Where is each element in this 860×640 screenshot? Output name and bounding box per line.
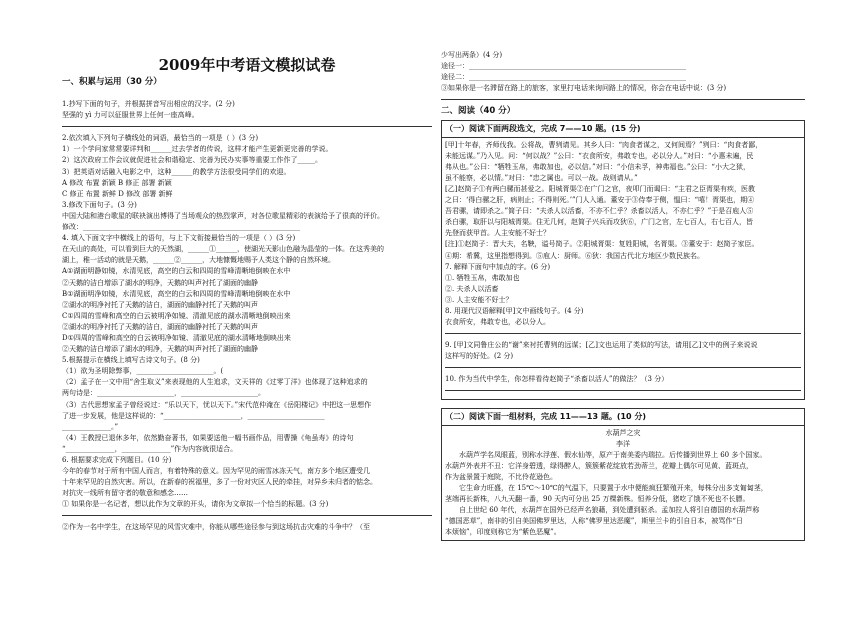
- text-line: 途径二：______________________________________________________________: [441, 73, 686, 82]
- text-line: B①湖面明净如镜，水清见底，高空的白云和四周的雪峰清晰地倒映在水中: [62, 289, 291, 298]
- text-line: 它生命力旺盛，在 15℃～10℃的气温下，只要置于水中便能疯狂繁殖开来，每株分出多支匍匐茎，: [459, 484, 768, 492]
- text-line: 这样写的好处。(2 分): [445, 352, 514, 361]
- text-line: 7. 解释下面句中加点的字。(6 分): [445, 262, 551, 271]
- text-line: ②天鹅的洁白增添了湖水的明净，天鹅的叫声衬托了湖面的幽静: [62, 345, 258, 354]
- text-line: 十年来罕见的自然灾害。所以，在新春的祝福里，多了一份对灾区人民的牵挂，对异乡未归者的惦念。: [62, 478, 377, 487]
- text-line: 水葫芦之灾: [605, 428, 641, 437]
- text-line: 之曰：‘得白骡之肝，病则止；不得则死。’”门人入通。董安于③侍奉于侧，愠曰：“嘻！胥渠也，期④: [445, 196, 755, 205]
- text-line: [乙]赵简子①有两白骡而甚爱之。阳城胥渠②在广门之官，夜叩门而谒曰：“主君之臣胥渠有疾，医教: [445, 184, 756, 193]
- section-heading: 二、阅读（40 分）: [441, 106, 516, 117]
- text-line: 茎端再长新株，八九天翻一番，90 天内可分出 25 万棵新株。恒养分低，猪吃了饿不死也不长膘。: [445, 495, 750, 504]
- answer-line: [62, 126, 432, 127]
- text-line: （1）欲为圣明除弊事，______________________。(: [62, 367, 224, 376]
- text-line: 对抗灾一线所有留守者的敬意和感念……: [62, 489, 188, 498]
- text-line: ① 如果你是一名记者，想以此作为文章的开头，请你为文章拟一个恰当的标题。(3 分): [62, 500, 329, 509]
- text-line: 了进一步发展，他是这样说的：“______________________，______________________: [62, 411, 325, 420]
- text-line: 4. 填入下面文字中横线上的语句，与上下文衔接最恰当的一项是（ ）(3 分): [62, 234, 296, 243]
- text-line: 吾君骡，请即杀之。”简子曰：“夫杀人以活畜，不亦不仁乎？杀畜以活人，不亦仁乎？”于是召庖人⑤: [445, 207, 754, 216]
- text-line: ②湖水的明净衬托了天鹅的洁白，湖面的幽静衬托了天鹅的叫声: [62, 322, 258, 331]
- text-line: 本烦恼”，印度则称它为“紫色恶魔”。: [445, 528, 561, 537]
- page-title: 2009年中考语文模拟试卷: [158, 56, 336, 74]
- section-body: [442, 426, 804, 541]
- text-line: 坚强的 yì 力可以征服世界上任何一座高峰。: [62, 111, 199, 120]
- text-line: ④期：希冀，这里指想得到。⑤庖人：厨师。⑥狄：我国古代北方地区少数民族名。: [445, 251, 704, 260]
- text-line: 作为盆景置于庭院，不比伶花逊色。: [445, 472, 557, 481]
- text-line: ③. 人主安能不好士？: [445, 295, 513, 304]
- text-line: 2）这次政府工作会议就促进社会和谐稳定、完善为民办实事等重要工作作了_____。: [62, 156, 322, 165]
- text-line: 未能远谋。”乃入见。问：“何以战？”公曰：“衣食所安，弗敢专也，必以分人。”对曰：“小惠未遍，民: [445, 151, 754, 160]
- text-line: 水葫芦学名凤眼蓝，别称水浮莲、假水仙等，原产于南美委内瑞拉。后传播到世界上 60 多个国家。: [459, 450, 767, 459]
- spacer: [62, 91, 432, 99]
- text-line: A①湖面明静如镜，水清见底，高空的白云和四周的雪峰清晰地倒映在水中: [62, 267, 291, 276]
- text-line: 在天山的高处，可以看到巨大的天然湖，______①______，使湖光天影山色融为晶莹的一体。在这秀美的: [62, 245, 384, 254]
- text-line: 2.依次填入下列句子横线处的词语，最恰当的一项是（ ）(3 分): [62, 134, 259, 143]
- text-line: 水葫芦外表并不丑：它洋身碧透，绿得醉人，簇簇紫花绽放若劲蒂兰，花瓣上偶尔可见黄、蓝斑点，: [445, 461, 753, 470]
- text-line: 湖上，稚一活动的就是天鹅，______②______，大地慷慨地赐予人类这个静的自然环境。: [62, 256, 335, 265]
- text-line: 两句诗是：______________________，______________________。: [62, 389, 265, 398]
- right-column: [441, 50, 805, 541]
- answer-line: [445, 333, 801, 334]
- text-line: 途径一：______________________________________________________________: [441, 62, 686, 71]
- answer-line: [445, 390, 801, 391]
- text-line: “______________，______________”作为内容就很适合。: [62, 444, 238, 453]
- section-heading: （二）阅读下面一组材料，完成 11——13 题。(10 分): [442, 409, 804, 425]
- text-line: （2）孟子在一文中用“舍生取义”来表现他的人生追求，文天祥的《过零丁洋》也体现了这种追求的: [62, 378, 368, 387]
- text-line: C 修正 布置 新鲜 D 修改 部署 新鲜: [62, 189, 173, 198]
- text-line: 8. 用现代汉语解释[甲]文中画线句子。(4 分): [445, 306, 584, 315]
- text-line: 先登而获甲首。人主安能不好士？: [445, 229, 550, 238]
- answer-line: [441, 99, 805, 100]
- text-line: 杀白骡，取肝以与阳城胥渠。住无几何，赵简子兴兵而攻狄⑥，广门之官，左七百人，右七百人，皆: [445, 218, 753, 227]
- text-line: 10. 作为当代中学生，你怎样看待赵简子“杀畜以活人”的做法？（3 分）: [445, 375, 669, 384]
- text-line: 1）一个学问家常常要详判和______过去学者的传说，这样才能产生更新更完善的学说。: [62, 145, 333, 154]
- text-line: 6. 根据要求完成下列题目。(10 分): [62, 456, 172, 464]
- text-line: 中国大陆和港台歌星的联袂演出博得了当场观众的热烈掌声，对各位歌星精彩的表演给予了很高的评价。: [62, 211, 384, 220]
- answer-line: [62, 515, 432, 516]
- text-line: ②天鹅的洁白增添了湖水的明净，天鹅的叫声衬托了湖面的幽静: [62, 278, 258, 287]
- text-line: C①四周的雪峰和高空的白云被明净如镜、清澈见底的湖水清晰地倒映出来: [62, 311, 291, 320]
- text-line: A 修改 布置 新颖 B 修正 部署 新颖: [62, 178, 172, 187]
- spacer: [441, 400, 805, 408]
- text-line: 5.根据提示在横线上填写古诗文句子。(8 分): [62, 356, 200, 365]
- section-heading: （一）阅读下面两段选文，完成 7——10 题。(15 分): [442, 121, 804, 137]
- answer-line: [445, 367, 801, 368]
- text-line: 衣食所安，弗敢专也，必以分人。: [445, 318, 550, 327]
- text-line: ②作为一名中学生，在这场罕见的风雪灾难中，你能从哪些途径参与到这场抗击灾难的斗争中？（至: [62, 523, 370, 532]
- section-heading: 一、积累与运用（30 分）: [62, 77, 162, 87]
- reading-section-box: [441, 408, 805, 541]
- text-line: ①. 牺牲玉帛，弗敢加也: [445, 273, 520, 282]
- reading-section-box: [441, 120, 805, 400]
- text-line: ______________。”: [62, 422, 119, 431]
- text-line: [甲]十年春，齐师伐我。公将战，曹刿请见。其乡人曰：“肉食者谋之，又何间焉？”刿曰：“肉食者鄙，: [445, 140, 763, 149]
- text-line: （3）古代思想家孟子曾经说过：“乐以天下，忧以天下。”宋代范仲淹在《岳阳楼记》中把这一思想作: [62, 400, 372, 409]
- text-line: 少写出两条）(4 分): [441, 51, 503, 59]
- text-line: 修改：______________________________________________________________: [62, 223, 300, 232]
- text-line: ③如果你是一名滞留在路上的旅客，家里打电话来询问路上的情况，你会在电话中说：(3 分): [441, 84, 727, 93]
- text-line: 9. [甲]文同鲁庄公的“谢”来衬托曹刿的远谋；[乙]文也运用了类似的写法，请用[乙]文中的例子来说说: [445, 341, 758, 350]
- text-line: 3.修改下面句子。(3 分): [62, 200, 137, 209]
- text-line: （4）王教授已退休多年，依然勤奋著书，如果要送他一幅书画作品，用曹操《龟虽寿》的诗句: [62, 433, 354, 442]
- text-line: [注]①赵简子：晋大夫，名鞅，谥号简子。②阳城胥渠：复姓阳城，名胥渠。③董安于：赵简子家臣。: [445, 240, 759, 249]
- text-line: ②. 夫杀人以活畜: [445, 284, 499, 293]
- left-column: [62, 76, 432, 534]
- text-line: 李洋: [616, 439, 630, 448]
- text-line: D①四周的雪峰和高空的白云被明净如镜、清澈见底的湖水清晰地倒映出来: [62, 333, 291, 342]
- text-line: 1.抄写下面的句子，并根据拼音写出相应的汉字。(2 分): [62, 100, 235, 109]
- text-line: “德国恶草”，南非的引自美国佛罗里达，人称“佛罗里达恶魔”，斯里兰卡的引自日本，被骂作“日: [445, 517, 743, 526]
- text-line: 虽不能察，必以情。”对曰：“忠之属也。可以一战。战则请从。”: [445, 173, 638, 182]
- text-line: 今年的春节对于所有中国人而言，有着特殊的意义。因为罕见的雨雪冰冻天气，南方多个地区遭受几: [62, 467, 370, 476]
- text-line: 自上世纪 60 年代，水葫芦在国外已经声名狼藉，到处遭到驱杀。孟加拉人将引自德国的水葫芦称: [459, 506, 760, 515]
- text-line: ②湖水的明净衬托了天鹅的洁白，湖面的幽静衬托了天鹅的叫声: [62, 300, 258, 309]
- text-line: 3）把英语对话融入电影之中，这种______的教学方法很受同学们的欢迎。: [62, 167, 291, 176]
- text-line: 弗从也。”公曰：“牺牲玉帛，弗敢加也，必以信。”对曰：“小信未孚，神弗福也。”公曰：“小大之狱，: [445, 162, 750, 171]
- section-body: [442, 138, 804, 400]
